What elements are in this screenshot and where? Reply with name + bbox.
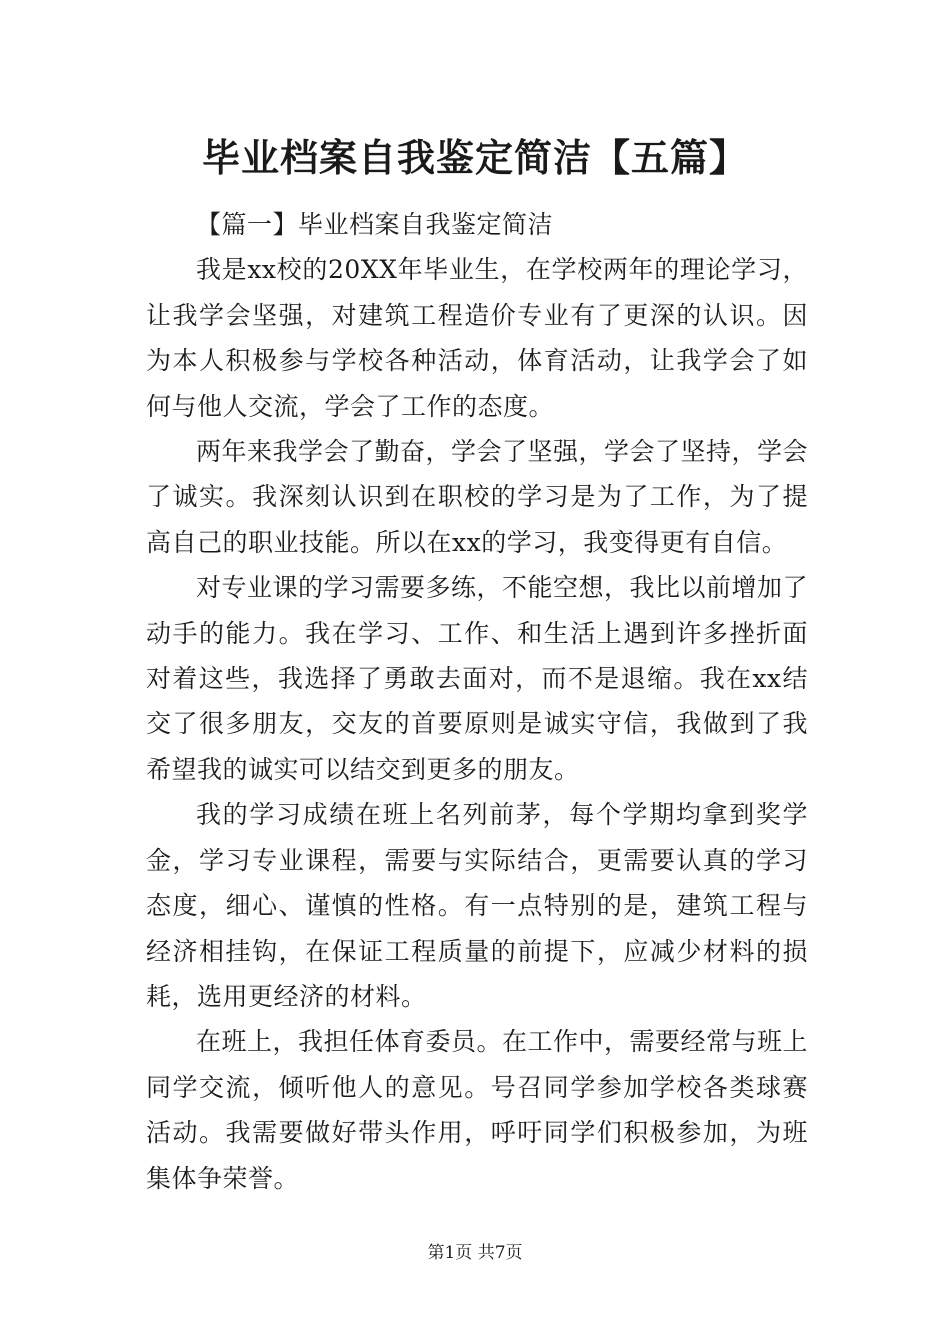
- document-body: [146, 202, 808, 1201]
- paragraph: 在班上，我担任体育委员。在工作中，需要经常与班上同学交流，倾听他人的意见。号召同学参加学校各类球赛活动。我需要做好带头作用，呼吁同学们积极参加，为班集体争荣誉。: [146, 1027, 809, 1193]
- paragraph: 两年来我学会了勤奋，学会了坚强，学会了坚持，学会了诚实。我深刻认识到在职校的学习是为了工作，为了提高自己的职业技能。所以在xx的学习，我变得更有自信。: [146, 437, 809, 557]
- document-title: 毕业档案自我鉴定简洁【五篇】: [201, 135, 748, 180]
- paragraph: 我是xx校的20XX年毕业生，在学校两年的理论学习，让我学会坚强，对建筑工程造价专业有了更深的认识。因为本人积极参与学校各种活动，体育活动，让我学会了如何与他人交流，学会了工作的态度。: [146, 255, 808, 421]
- paragraph: 对专业课的学习需要多练，不能空想，我比以前增加了动手的能力。我在学习、工作、和生活上遇到许多挫折面对着这些，我选择了勇敢去面对，而不是退缩。我在xx结交了很多朋友，交友的首要原则是诚实守信，我做到了我希望我的诚实可以结交到更多的朋友。: [146, 573, 809, 784]
- paragraph: 我的学习成绩在班上名列前茅，每个学期均拿到奖学金，学习专业课程，需要与实际结合，更需要认真的学习态度，细心、谨慎的性格。有一点特别的是，建筑工程与经济相挂钩，在保证工程质量的前提下，应减少材料的损耗，选用更经济的材料。: [146, 800, 808, 1011]
- page-footer: 第1页 共7页: [427, 1243, 523, 1263]
- section-heading: 【篇一】毕业档案自我鉴定简洁: [196, 210, 554, 239]
